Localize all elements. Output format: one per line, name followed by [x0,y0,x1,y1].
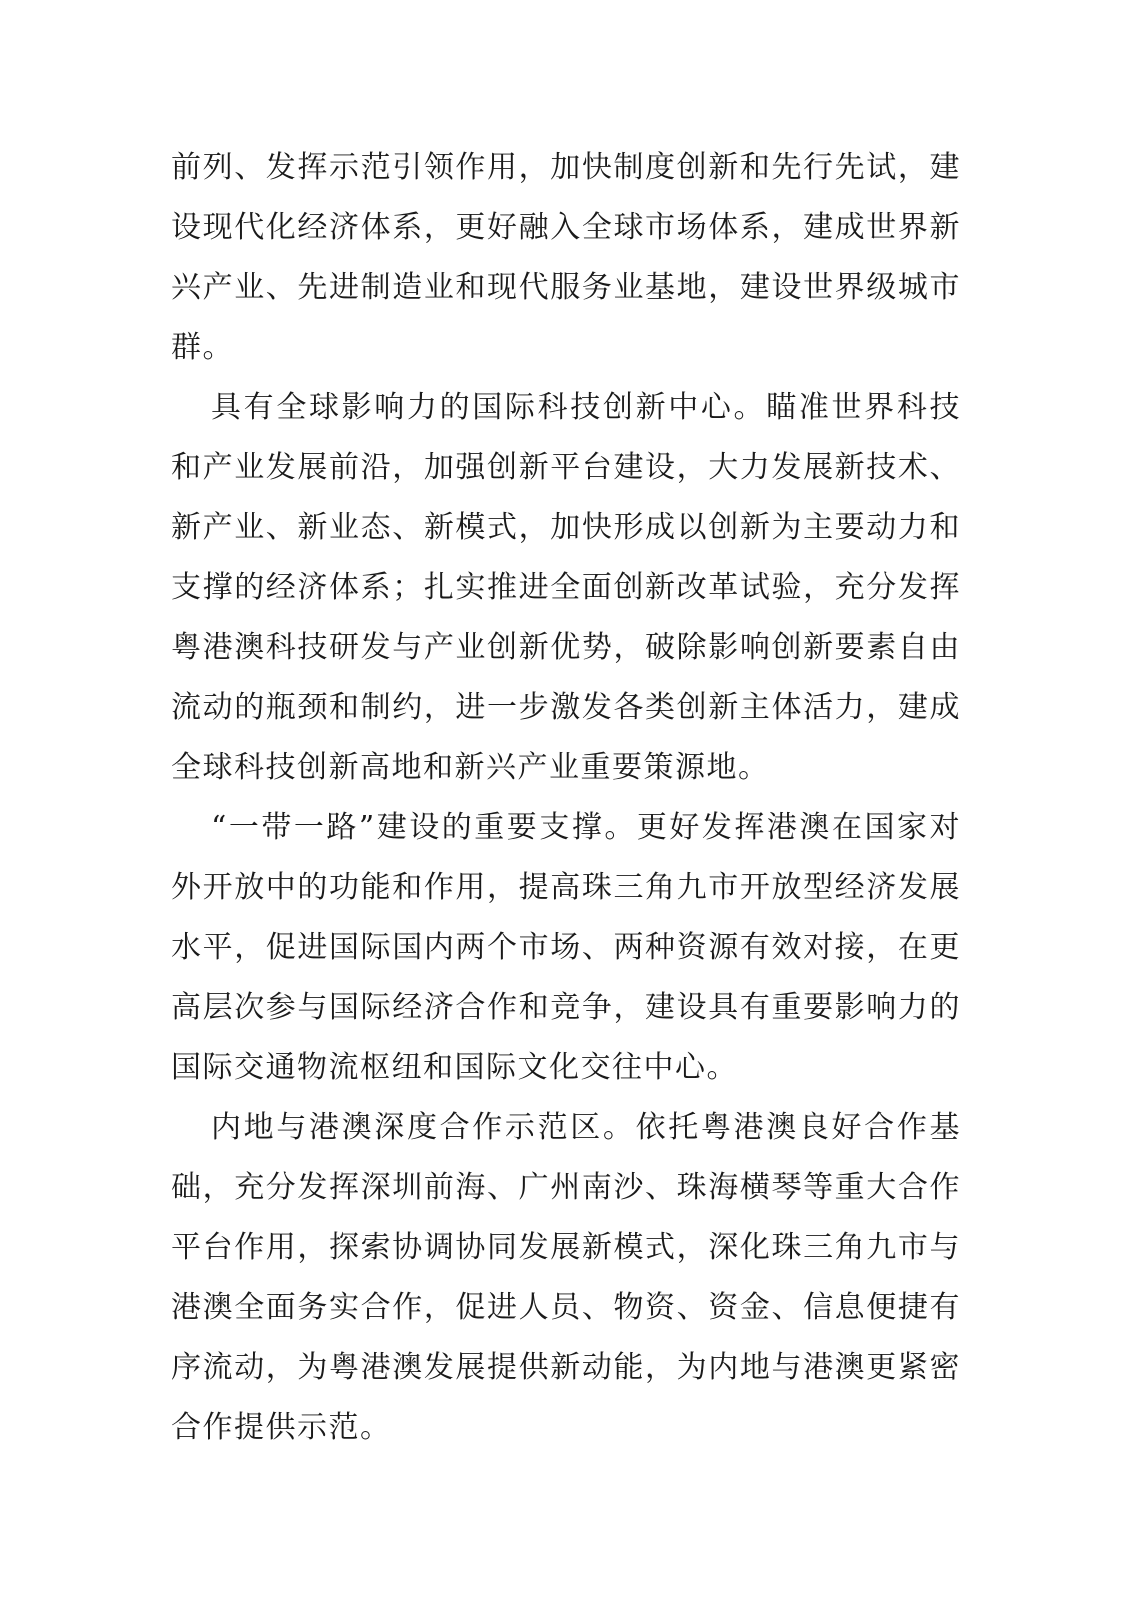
paragraph-continuation: 前列、发挥示范引领作用，加快制度创新和先行先试，建设现代化经济体系，更好融入全球市场体系，建成世界新兴产业、先进制造业和现代服务业基地，建设世界级城市群。 [171,150,961,365]
document-body [171,138,961,1458]
paragraph-tech-innovation-center: 具有全球影响力的国际科技创新中心。瞄准世界科技和产业发展前沿，加强创新平台建设，大力发展新技术、新产业、新业态、新模式，加快形成以创新为主要动力和支撑的经济体系；扎实推进全面创新改革试验，充分发挥粤港澳科技研发与产业创新优势，破除影响创新要素自由流动的瓶颈和制约，进一步激发各类创新主体活力，建成全球科技创新高地和新兴产业重要策源地。 [171,390,961,785]
paragraph-belt-and-road: “一带一路”建设的重要支撑。更好发挥港澳在国家对外开放中的功能和作用，提高珠三角九市开放型经济发展水平，促进国际国内两个市场、两种资源有效对接，在更高层次参与国际经济合作和竞争，建设具有重要影响力的国际交通物流枢纽和国际文化交往中心。 [171,810,961,1085]
paragraph-cooperation-zone: 内地与港澳深度合作示范区。依托粤港澳良好合作基础，充分发挥深圳前海、广州南沙、珠海横琴等重大合作平台作用，探索协调协同发展新模式，深化珠三角九市与港澳全面务实合作，促进人员、物资、资金、信息便捷有序流动，为粤港澳发展提供新动能，为内地与港澳更紧密合作提供示范。 [171,1110,961,1445]
